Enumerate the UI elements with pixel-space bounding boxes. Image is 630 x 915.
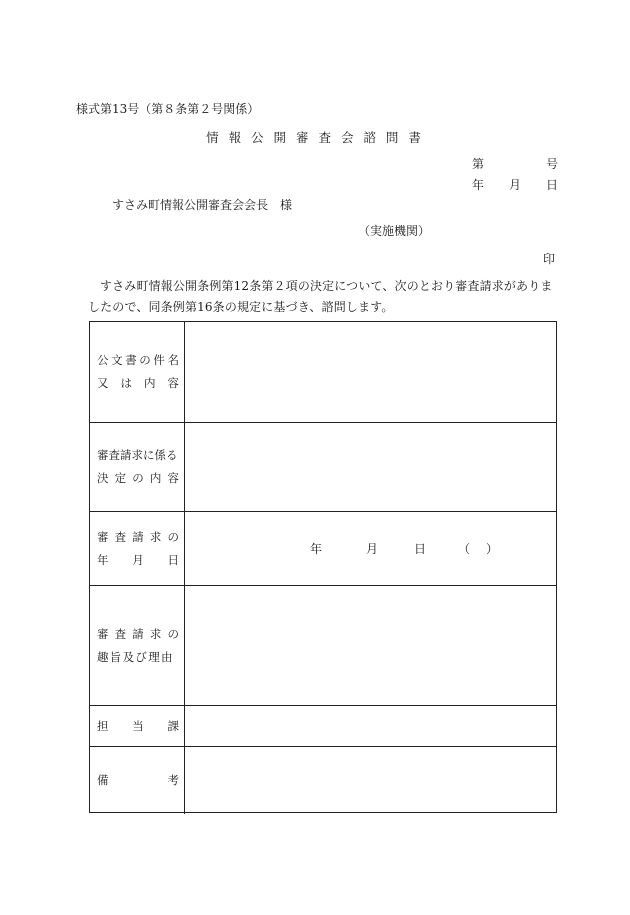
date-day: 日: [545, 178, 558, 192]
label-line: [97, 715, 179, 738]
label-char: 審: [97, 529, 109, 544]
body-paragraph: すさみ町情報公開条例第12条第２項の決定について、次のとおり審査請求がありましたので、同条例第16条の規定に基づき、諮問します。: [88, 279, 553, 314]
inquiry-form-table: [89, 321, 557, 813]
field-document-title[interactable]: [185, 322, 556, 423]
label-char: 容: [167, 471, 179, 485]
label-line: [97, 467, 179, 490]
label-line: [97, 623, 179, 646]
date-year-label: 年: [310, 542, 323, 556]
label-char: 審: [97, 626, 109, 641]
label-char: 定: [114, 471, 127, 485]
label-line: 趣旨及び理由: [97, 649, 174, 664]
number-prefix: 第: [472, 157, 485, 171]
label-char: 公: [97, 353, 109, 367]
label-line: [97, 526, 179, 549]
label-char: 求: [149, 626, 162, 641]
label-char: 容: [167, 376, 179, 390]
label-char: の: [167, 529, 179, 544]
label-request-date: [90, 512, 185, 586]
label-remarks: [90, 747, 185, 814]
label-line: [97, 549, 179, 572]
label-char: は: [120, 376, 132, 390]
label-line: [97, 349, 179, 372]
label-char: 日: [167, 552, 179, 567]
label-char: 文: [111, 353, 123, 367]
label-decision-content: [90, 423, 185, 512]
label-char: 求: [149, 529, 162, 544]
label-char: 査: [114, 529, 127, 544]
label-char: 年: [97, 552, 109, 567]
label-char: 査: [114, 626, 127, 641]
label-char: 件: [153, 353, 165, 367]
label-char: 書: [125, 353, 137, 367]
label-char: の: [139, 353, 151, 367]
label-char: 又: [97, 376, 109, 390]
weekday-close-paren: ）: [486, 542, 499, 556]
label-char: 月: [132, 552, 144, 567]
label-char: 請: [132, 626, 144, 641]
agency-label: （実施機関）: [358, 224, 431, 238]
reference-date-line: [472, 176, 558, 193]
label-char: 決: [97, 471, 109, 485]
seal-mark: 印: [543, 252, 556, 266]
label-char: 請: [132, 529, 144, 544]
field-decision-content[interactable]: [185, 423, 556, 512]
label-char: 担: [97, 718, 109, 733]
weekday-open-paren: （: [458, 542, 471, 556]
document-title: 情 報 公 開 審 査 会 諮 問 書: [206, 130, 424, 145]
label-char: の: [132, 471, 144, 485]
label-char: 課: [167, 718, 179, 733]
addressee: すさみ町情報公開審査会会長 様: [112, 198, 293, 212]
form-number: 様式第13号（第８条第２号関係）: [76, 102, 260, 116]
label-request-purpose: [90, 586, 185, 706]
label-char: 内: [149, 471, 162, 485]
date-month: 月: [508, 178, 521, 192]
date-year: 年: [472, 178, 485, 192]
label-char: 名: [167, 353, 179, 367]
label-line: [97, 769, 179, 792]
date-month-label: 月: [366, 542, 379, 556]
field-request-date[interactable]: [185, 512, 556, 586]
label-char: 備: [97, 773, 109, 787]
label-char: 当: [132, 718, 144, 733]
label-line: [97, 372, 179, 395]
label-char: 内: [144, 376, 156, 390]
reference-number-line: [472, 155, 558, 172]
field-remarks[interactable]: [185, 747, 556, 814]
label-char: の: [167, 626, 179, 641]
field-request-purpose[interactable]: [185, 586, 556, 706]
number-suffix: 号: [545, 157, 558, 171]
label-line: 審査請求に係る: [97, 448, 178, 462]
label-char: 考: [167, 773, 179, 787]
label-department: [90, 706, 185, 747]
label-document-title: [90, 322, 185, 423]
date-day-label: 日: [414, 542, 427, 556]
field-department[interactable]: [185, 706, 556, 747]
